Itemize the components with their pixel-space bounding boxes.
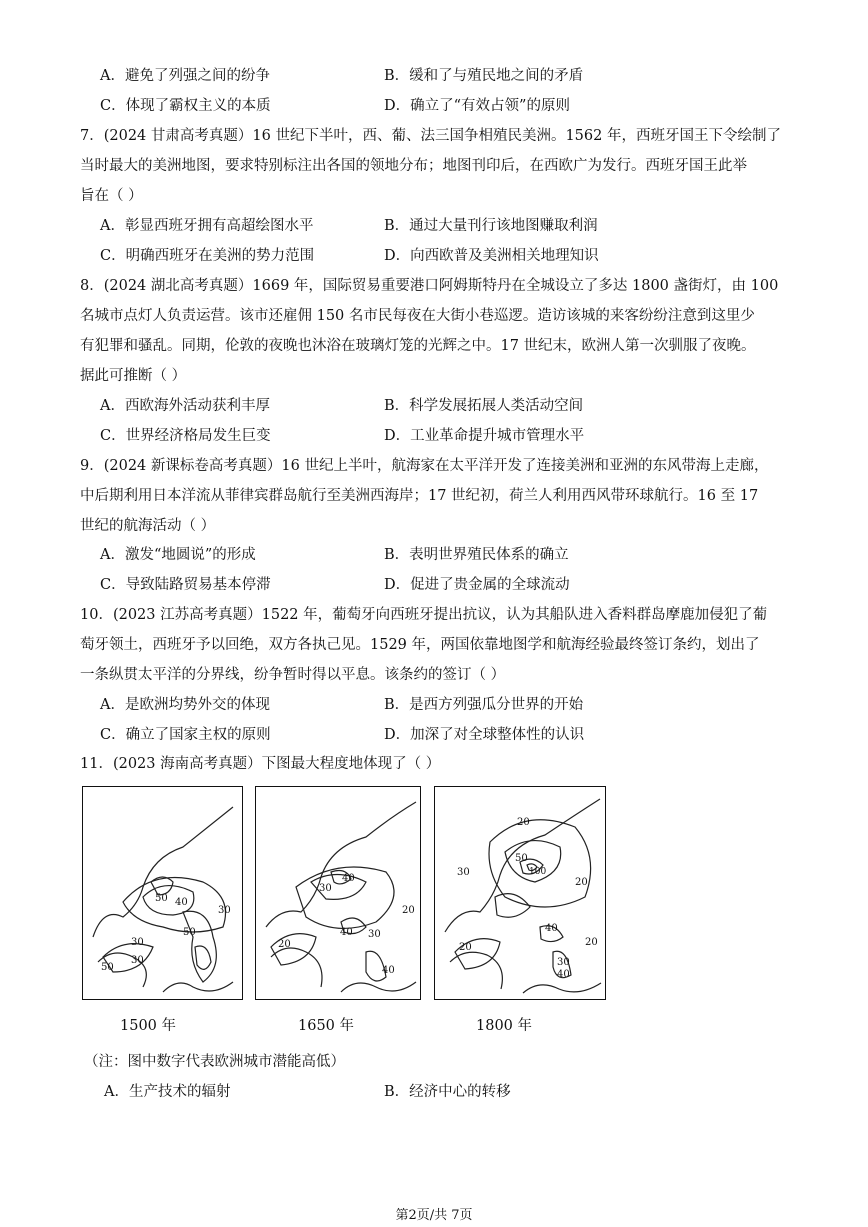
q7-option-d: D．向西欧普及美洲相关地理知识: [384, 248, 599, 264]
q6-option-a: A．避免了列强之间的纷争: [100, 68, 270, 84]
q9-option-d: D．促进了贵金属的全球流动: [384, 577, 570, 593]
q7-stem-line-2: 当时最大的美洲地图，要求特别标注出各国的领地分布；地图刊印后，在西欧广为发行。西班牙国王此举: [80, 158, 747, 174]
q7-option-c: C．明确西班牙在美洲的势力范围: [100, 248, 315, 264]
contour-label: 20: [402, 905, 415, 916]
coastline: [163, 982, 233, 992]
q8-stem-line-2: 名城市点灯人负责运营。该市还雇佣 150 名市民每夜在大街小巷巡逻。造访该城的来客纷纷注意到这里少: [80, 308, 755, 324]
contour-label: 20: [517, 817, 530, 828]
q7-option-b: B．通过大量刊行该地图赚取利润: [384, 218, 598, 234]
q9-option-c: C．导致陆路贸易基本停滞: [100, 577, 271, 593]
contour-label: 50: [183, 927, 196, 938]
q10-stem-line-1: 10．(2023 江苏高考真题）1522 年，葡萄牙向西班牙提出抗议，认为其船队进入香料群岛摩鹿加侵犯了葡: [80, 607, 768, 623]
contour-label: 50: [155, 893, 168, 904]
contour-label: 20: [575, 877, 588, 888]
map-1650: [255, 786, 421, 1000]
q11-option-a: A．生产技术的辐射: [104, 1084, 231, 1100]
q10-option-c: C．确立了国家主权的原则: [100, 727, 271, 743]
map-year-1500: 1500 年: [120, 1018, 177, 1034]
contour-label: 30: [319, 883, 332, 894]
q8-stem-line-4: 据此可推断（ ）: [80, 368, 187, 384]
q9-option-a: A．激发“地圆说”的形成: [100, 547, 256, 563]
q7-option-a: A．彰显西班牙拥有高超绘图水平: [100, 218, 314, 234]
q8-stem-line-3: 有犯罪和骚乱。同期，伦敦的夜晚也沐浴在玻璃灯笼的光辉之中。17 世纪末，欧洲人第一次驯服了夜晚。: [80, 338, 756, 354]
map-year-1650: 1650 年: [298, 1018, 355, 1034]
q11-option-b: B．经济中心的转移: [384, 1084, 511, 1100]
coastline: [266, 802, 416, 927]
contour-line: [183, 911, 216, 982]
contour-label: 30: [457, 867, 470, 878]
contour-label: 40: [340, 927, 353, 938]
contour-label: 30: [557, 957, 570, 968]
map-year-1800: 1800 年: [476, 1018, 533, 1034]
contour-label: 30: [218, 905, 231, 916]
map-1800: [434, 786, 606, 1000]
q6-option-d: D．确立了“有效占领”的原则: [384, 98, 570, 114]
q11-note: （注：图中数字代表欧洲城市潜能高低）: [84, 1054, 345, 1070]
contour-label: 40: [175, 897, 188, 908]
europe-potential-maps: [82, 786, 612, 1002]
q10-stem-line-2: 萄牙领土，西班牙予以回绝，双方各执己见。1529 年，两国依靠地图学和航海经验最终签订条约，划出了: [80, 637, 760, 653]
contour-label: 30: [368, 929, 381, 940]
q6-option-b: B．缓和了与殖民地之间的矛盾: [384, 68, 584, 84]
contour-label: 40: [545, 923, 558, 934]
q9-stem-line-1: 9．(2024 新课标卷高考真题）16 世纪上半叶，航海家在太平洋开发了连接美洲和亚洲的东风带海上走廊，: [80, 458, 769, 474]
q10-option-b: B．是西方列强瓜分世界的开始: [384, 697, 584, 713]
coastline: [523, 983, 601, 993]
contour-line: [195, 946, 211, 969]
coastline: [93, 807, 233, 937]
q9-option-b: B．表明世界殖民体系的确立: [384, 547, 569, 563]
contour-label: 40: [557, 969, 570, 980]
coastline: [271, 948, 322, 987]
map-1650-figure: [256, 787, 420, 999]
q9-stem-line-3: 世纪的航海活动（ ）: [80, 518, 216, 534]
q6-option-c: C．体现了霸权主义的本质: [100, 98, 271, 114]
q10-stem-line-3: 一条纵贯太平洋的分界线，纷争暂时得以平息。该条约的签订（ ）: [80, 667, 506, 683]
map-1500: [82, 786, 243, 1000]
contour-label: 100: [529, 867, 547, 877]
q10-option-a: A．是欧洲均势外交的体现: [100, 697, 270, 713]
coastline: [341, 982, 416, 992]
contour-label: 50: [101, 962, 114, 973]
q8-option-c: C．世界经济格局发生巨变: [100, 428, 271, 444]
contour-label: 30: [131, 955, 144, 966]
q8-stem-line-1: 8．(2024 湖北高考真题）1669 年，国际贸易重要港口阿姆斯特丹在全城设立了多达 1800 盏街灯，由 100: [80, 278, 779, 294]
contour-label: 50: [515, 853, 528, 864]
q8-option-d: D．工业革命提升城市管理水平: [384, 428, 585, 444]
contour-label: 40: [382, 965, 395, 976]
contour-label: 20: [459, 942, 472, 953]
contour-line: [495, 894, 530, 918]
page-footer: 第2页/共 7页: [395, 1208, 473, 1223]
q7-stem-line-3: 旨在（ ）: [80, 188, 143, 204]
contour-label: 30: [131, 937, 144, 948]
q9-stem-line-2: 中后期利用日本洋流从菲律宾群岛航行至美洲西海岸；17 世纪初，荷兰人利用西风带环球航行。16 至 17: [80, 488, 759, 504]
contour-label: 20: [585, 937, 598, 948]
contour-label: 20: [278, 939, 291, 950]
contour-label: 40: [342, 873, 355, 884]
q10-option-d: D．加深了对全球整体性的认识: [384, 727, 585, 743]
q11-stem: 11．(2023 海南高考真题）下图最大程度地体现了（ ）: [80, 756, 441, 772]
q8-option-a: A．西欧海外活动获利丰厚: [100, 398, 270, 414]
q8-option-b: B．科学发展拓展人类活动空间: [384, 398, 584, 414]
q7-stem-line-1: 7．(2024 甘肃高考真题）16 世纪下半叶，西、葡、法三国争相殖民美洲。1562 年，西班牙国王下令绘制了: [80, 128, 781, 144]
